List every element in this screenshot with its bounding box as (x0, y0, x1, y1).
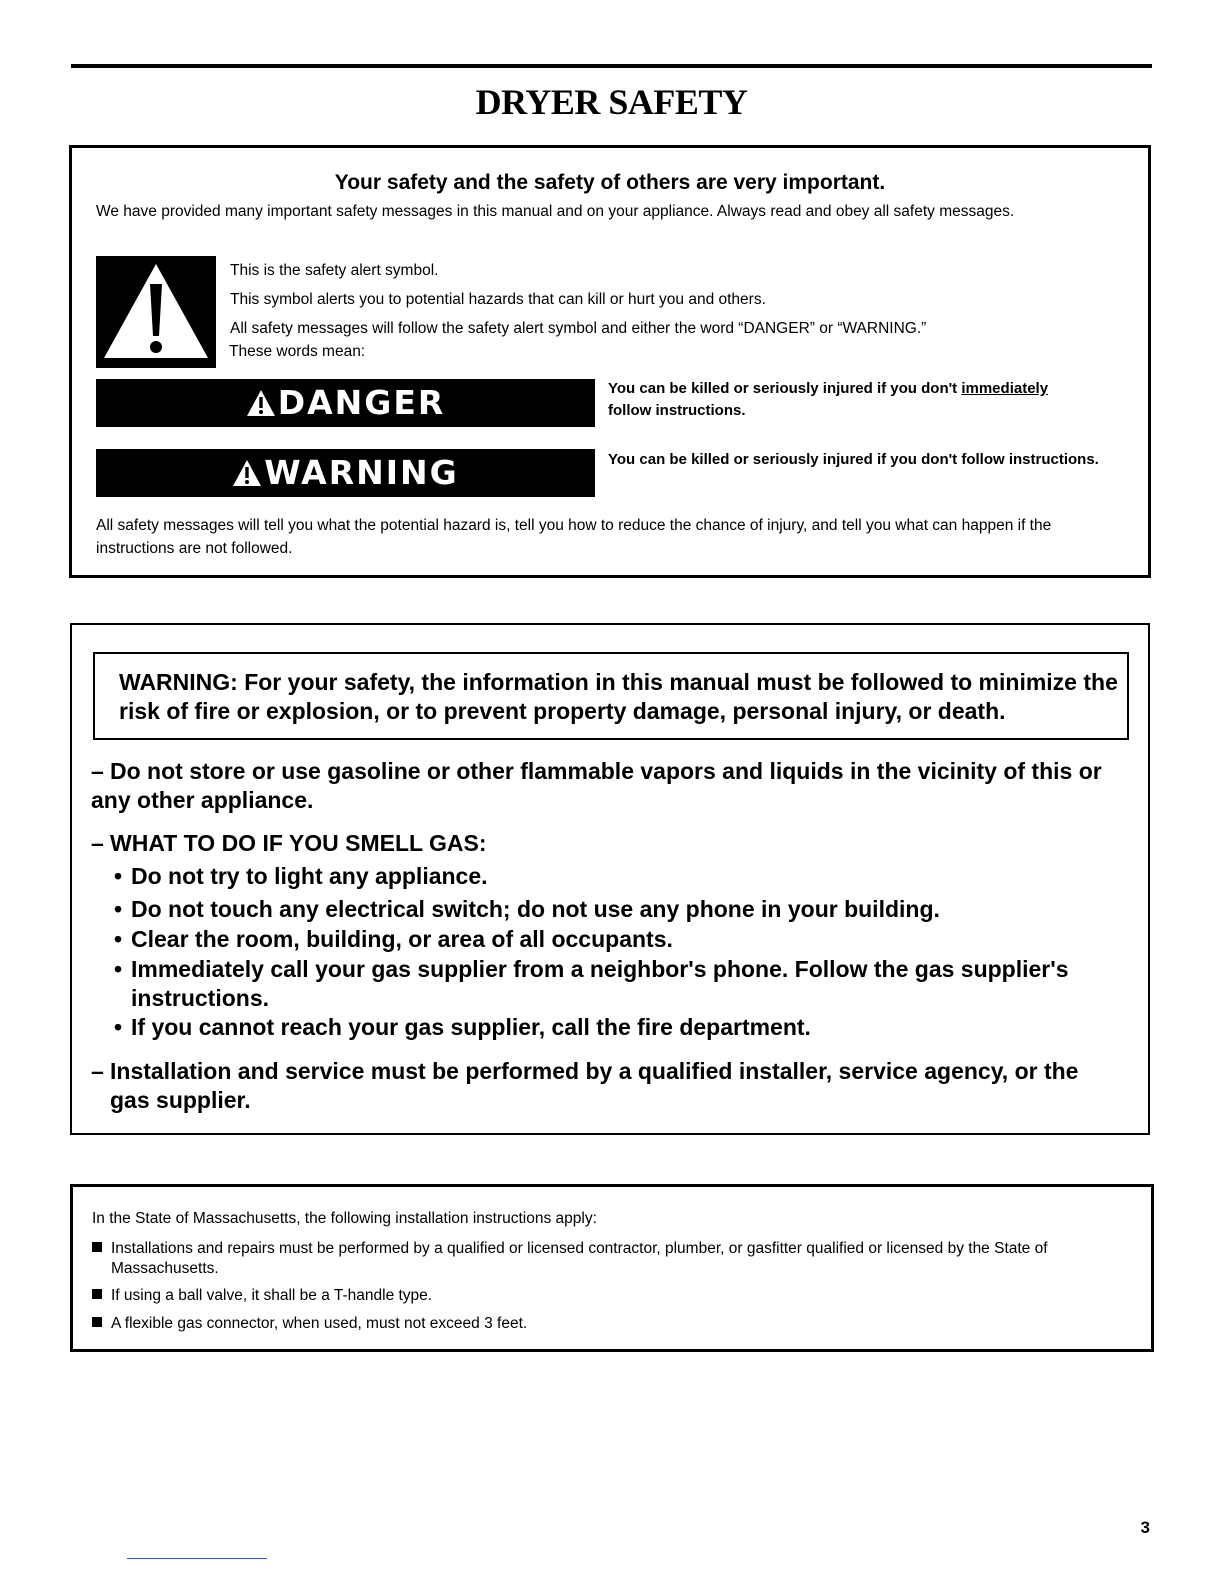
massachusetts-item: Installations and repairs must be performed by a qualified or licensed contractor, plumber, or gasfitter qualified or licensed by the State of Massachusetts. (92, 1239, 1132, 1279)
square-bullet-icon (92, 1289, 102, 1299)
safety-alert-icon (96, 256, 216, 368)
danger-alert-icon (246, 382, 276, 430)
alert-line-1: This is the safety alert symbol. (230, 262, 439, 279)
danger-desc-before: You can be killed or seriously injured if you don't (608, 380, 962, 397)
smell-gas-step: • Do not touch any electrical switch; do not use any phone in your building. (114, 896, 940, 922)
alert-line-3: All safety messages will follow the safety alert symbol and either the word “DANGER” or “WARNING.” (230, 320, 927, 337)
smell-gas-step: • Immediately call your gas supplier from a neighbor's phone. Follow the gas supplier's instructions. (114, 956, 1069, 1011)
gas-item-3: – Installation and service must be performed by a qualified installer, service agency, or the gas supplier. (91, 1058, 1079, 1113)
massachusetts-intro: In the State of Massachusetts, the following installation instructions apply: (92, 1210, 597, 1227)
bullet-icon: • (114, 863, 123, 889)
gas-item-3-text: Installation and service must be performed by a qualified installer, service agency, or the gas supplier. (110, 1058, 1079, 1113)
bullet-icon: • (114, 956, 123, 982)
smell-gas-heading-line: – WHAT TO DO IF YOU SMELL GAS: (91, 830, 487, 856)
safety-info-box (69, 145, 1151, 578)
gas-item-1: – Do not store or use gasoline or other flammable vapors and liquids in the vicinity of this or any other appliance. (91, 758, 1102, 813)
danger-label: DANGER (277, 383, 446, 422)
smell-gas-step: • Clear the room, building, or area of all occupants. (114, 926, 673, 952)
danger-description (608, 378, 1138, 422)
top-rule (71, 64, 1152, 68)
alert-line-4: These words mean: (229, 343, 366, 360)
safety-intro: We have provided many important safety messages in this manual and on your appliance. Always read and obey all safety messages. (96, 203, 1015, 220)
massachusetts-item: A flexible gas connector, when used, must not exceed 3 feet. (92, 1314, 1132, 1334)
square-bullet-icon (92, 1317, 102, 1327)
warning-description: You can be killed or seriously injured if you don't follow instructions. (608, 451, 1099, 468)
page-number: 3 (1140, 1518, 1150, 1537)
smell-gas-heading: WHAT TO DO IF YOU SMELL GAS: (110, 830, 487, 856)
bullet-icon: • (114, 926, 123, 952)
warning-label: WARNING (264, 453, 459, 492)
gas-warning-box (70, 623, 1150, 1135)
bullet-icon: • (114, 896, 123, 922)
massachusetts-box (70, 1184, 1154, 1352)
danger-desc-underlined: immediately (961, 380, 1049, 397)
warning-banner (96, 449, 595, 497)
page-title: DRYER SAFETY (475, 82, 748, 122)
smell-gas-step: • If you cannot reach your gas supplier, call the fire department. (114, 1014, 811, 1040)
bullet-icon: • (114, 1014, 123, 1040)
gas-warning-header: WARNING: For your safety, the information in this manual must be followed to minimize the risk of fire or explosion, or to prevent property damage, personal injury, or death. (119, 669, 1118, 724)
massachusetts-item: If using a ball valve, it shall be a T-handle type. (92, 1286, 1132, 1306)
safety-heading: Your safety and the safety of others are very important. (334, 171, 886, 194)
safety-footer: All safety messages will tell you what the potential hazard is, tell you how to reduce the chance of injury, and tell you what can happen if the instructions are not followed. (96, 517, 1052, 557)
gas-warning-header-box (93, 652, 1129, 740)
smell-gas-step: • Do not try to light any appliance. (114, 863, 488, 889)
alert-line-2: This symbol alerts you to potential hazards that can kill or hurt you and others. (230, 291, 766, 308)
warning-alert-icon (232, 452, 262, 500)
danger-banner (96, 379, 595, 427)
link-underline (127, 1558, 267, 1559)
gas-item-1-text: Do not store or use gasoline or other flammable vapors and liquids in the vicinity of this or any other appliance. (91, 758, 1102, 813)
square-bullet-icon (92, 1242, 102, 1252)
danger-desc-after: follow instructions. (608, 402, 746, 419)
